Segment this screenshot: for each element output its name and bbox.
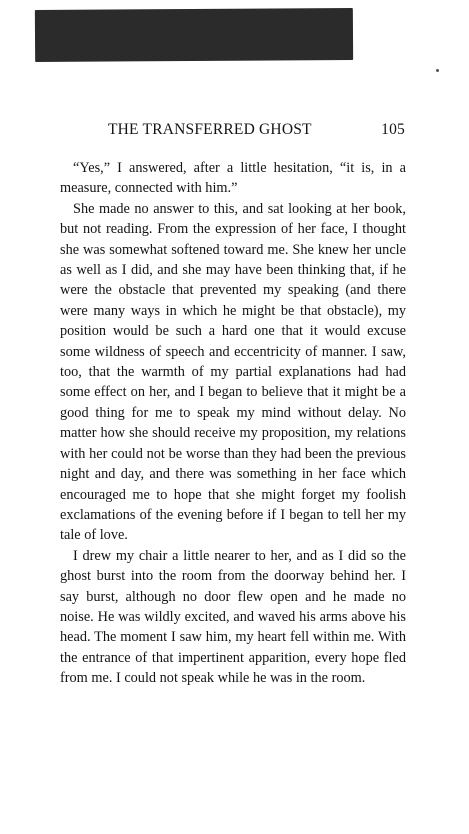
scan-speck (436, 69, 439, 72)
running-title: THE TRANSFERRED GHOST (108, 121, 312, 138)
body-text (60, 158, 406, 689)
page-number: 105 (381, 121, 405, 138)
paragraph-3: I drew my chair a little nearer to her, and as I did so the ghost burst into the room from the doorway behind her. I say burst, although no door flew open and he made no noise. He was wildly excited, and waved his arms above his head. The moment I saw him, my heart fell within me. With the entrance of that impertinent apparition, every hope fled from me. I could not speak while he was in the room. (60, 547, 406, 687)
paragraph-1: “Yes,” I answered, after a little hesitation, “it is, in a measure, connected with him.” (60, 160, 406, 197)
running-head (108, 121, 405, 141)
paragraph-2: She made no answer to this, and sat looking at her book, but not reading. From the expression of her face, I thought she was somewhat softened toward me. She knew her uncle as well as I did, and she may have been thinking that, if he were the obstacle that prevented my speaking (and there were many ways in which he might be that obstacle), my position would be such a hard one that it would excuse some wildness of speech and eccentricity of manner. I saw, too, that the warmth of my partial explanations had had some effect on her, and I began to believe that it might be a good thing for me to speak my mind without delay. No matter how she should receive my proposition, my relations with her could not be worse than they had been the previous night and day, and there was something in her face which encouraged me to hope that she might forget my foolish exclamations of the evening before if I began to tell her my tale of love. (60, 200, 406, 544)
scan-shadow-bar (35, 8, 353, 62)
